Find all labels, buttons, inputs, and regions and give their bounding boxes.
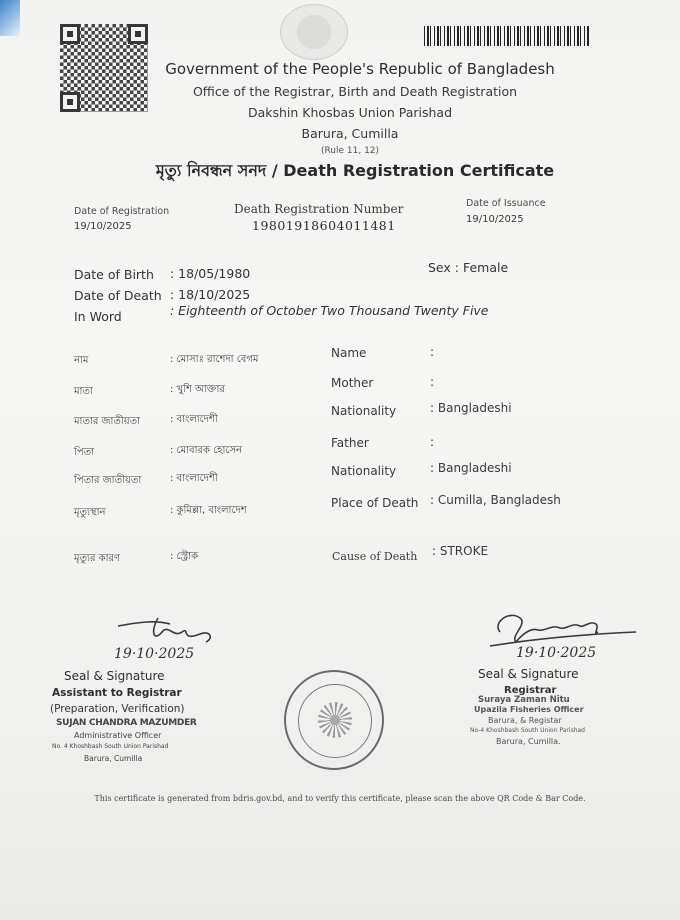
place-of-death-en-value: : Cumilla, Bangladesh bbox=[430, 493, 561, 507]
registrar-title: Upazila Fisheries Officer bbox=[474, 705, 584, 714]
registration-number-value: 19801918604011481 bbox=[252, 218, 396, 233]
registrar-role: Registrar bbox=[504, 685, 557, 696]
father-nationality-bn-label: পিতার জাতীয়তা bbox=[74, 475, 142, 486]
footer-note: This certificate is generated from bdris.gov.bd, and to verify this certificate, please scan the above QR Code & Bar Code. bbox=[94, 794, 586, 803]
assistant-role: Assistant to Registrar bbox=[52, 687, 182, 699]
header-location: Barura, Cumilla bbox=[301, 126, 399, 141]
government-emblem bbox=[280, 4, 348, 60]
father-bn-label: পিতা bbox=[74, 447, 95, 458]
mother-en-label: Mother bbox=[331, 376, 374, 390]
assistant-title: Administrative Officer bbox=[74, 731, 162, 740]
mother-nationality-bn-value: : বাংলাদেশী bbox=[170, 414, 218, 425]
father-bn-value: : মোবারক হোসেন bbox=[170, 445, 243, 456]
registrar-seal-label: Seal & Signature bbox=[478, 667, 579, 681]
name-bn-value: : মোসাঃ রাশেদা বেগম bbox=[170, 354, 259, 365]
cause-of-death-en-label: Cause of Death bbox=[332, 550, 418, 563]
mother-nationality-bn-label: মাতার জাতীয়তা bbox=[74, 416, 141, 427]
mother-bn-value: : খুশি আক্তার bbox=[170, 384, 225, 395]
registration-date-label: Date of Registration bbox=[74, 206, 170, 217]
official-seal bbox=[284, 670, 384, 770]
issuance-date-value: 19/10/2025 bbox=[466, 214, 524, 225]
certificate-title: মৃত্যু নিবন্ধন সনদ / Death Registration Certificate bbox=[155, 161, 555, 180]
cause-of-death-bn-label: মৃত্যুর কারণ bbox=[74, 553, 121, 564]
birth-date-value: : 18/05/1980 bbox=[170, 266, 251, 281]
assistant-place: Barura, Cumilla bbox=[84, 754, 143, 763]
father-en-value: : bbox=[430, 435, 435, 449]
registrar-place: Barura, Cumilla. bbox=[496, 737, 561, 746]
mother-en-value: : bbox=[430, 375, 435, 389]
header-office: Office of the Registrar, Birth and Death Registration bbox=[192, 84, 518, 99]
header-government: Government of the People's Republic of Bangladesh bbox=[165, 60, 555, 78]
header-rule: (Rule 11, 12) bbox=[320, 146, 380, 156]
assistant-sign-date: 19·10·2025 bbox=[114, 646, 195, 662]
place-of-death-bn-label: মৃত্যুস্থান bbox=[74, 507, 106, 518]
corner-tab bbox=[0, 0, 20, 36]
cause-of-death-bn-value: : স্ট্রোক bbox=[170, 551, 199, 562]
name-en-label: Name bbox=[331, 346, 367, 360]
assistant-office: No. 4 Khoshbash South Union Parishad bbox=[52, 743, 169, 750]
name-en-value: : bbox=[430, 345, 435, 359]
registrar-office: No-4 Khoshbash South Union Parishad bbox=[470, 727, 585, 734]
father-nationality-bn-value: : বাংলাদেশী bbox=[170, 473, 218, 484]
birth-date-label: Date of Birth bbox=[74, 267, 154, 282]
place-of-death-bn-value: : কুমিল্লা, বাংলাদেশ bbox=[170, 505, 247, 516]
registration-date-value: 19/10/2025 bbox=[74, 221, 132, 232]
assistant-seal-label: Seal & Signature bbox=[64, 669, 165, 683]
registration-number-label: Death Registration Number bbox=[234, 202, 404, 216]
sex-field: Sex : Female bbox=[428, 260, 509, 275]
mother-nationality-en-value: : Bangladeshi bbox=[430, 401, 512, 415]
registrar-sign-date: 19·10·2025 bbox=[516, 645, 597, 661]
registrar-name: Suraya Zaman Nitu bbox=[478, 695, 570, 705]
header-union: Dakshin Khosbas Union Parishad bbox=[247, 105, 453, 120]
issuance-date-label: Date of Issuance bbox=[466, 198, 546, 209]
registrar-sub: Barura, & Registar bbox=[488, 716, 562, 725]
mother-nationality-en-label: Nationality bbox=[331, 404, 397, 418]
mother-bn-label: মাতা bbox=[74, 386, 93, 397]
assistant-role-sub: (Preparation, Verification) bbox=[50, 703, 185, 715]
barcode bbox=[424, 26, 590, 46]
father-en-label: Father bbox=[331, 436, 369, 450]
death-date-label: Date of Death bbox=[74, 288, 162, 303]
cause-of-death-en-value: : STROKE bbox=[432, 544, 489, 558]
assistant-name: SUJAN CHANDRA MAZUMDER bbox=[56, 718, 197, 728]
place-of-death-en-label: Place of Death bbox=[331, 496, 419, 510]
in-word-value: : Eighteenth of October Two Thousand Twenty Five bbox=[170, 303, 489, 318]
name-bn-label: নাম bbox=[74, 355, 89, 366]
father-nationality-en-label: Nationality bbox=[331, 464, 397, 478]
death-date-value: : 18/10/2025 bbox=[170, 287, 251, 302]
father-nationality-en-value: : Bangladeshi bbox=[430, 461, 512, 475]
in-word-label: In Word bbox=[74, 309, 122, 324]
